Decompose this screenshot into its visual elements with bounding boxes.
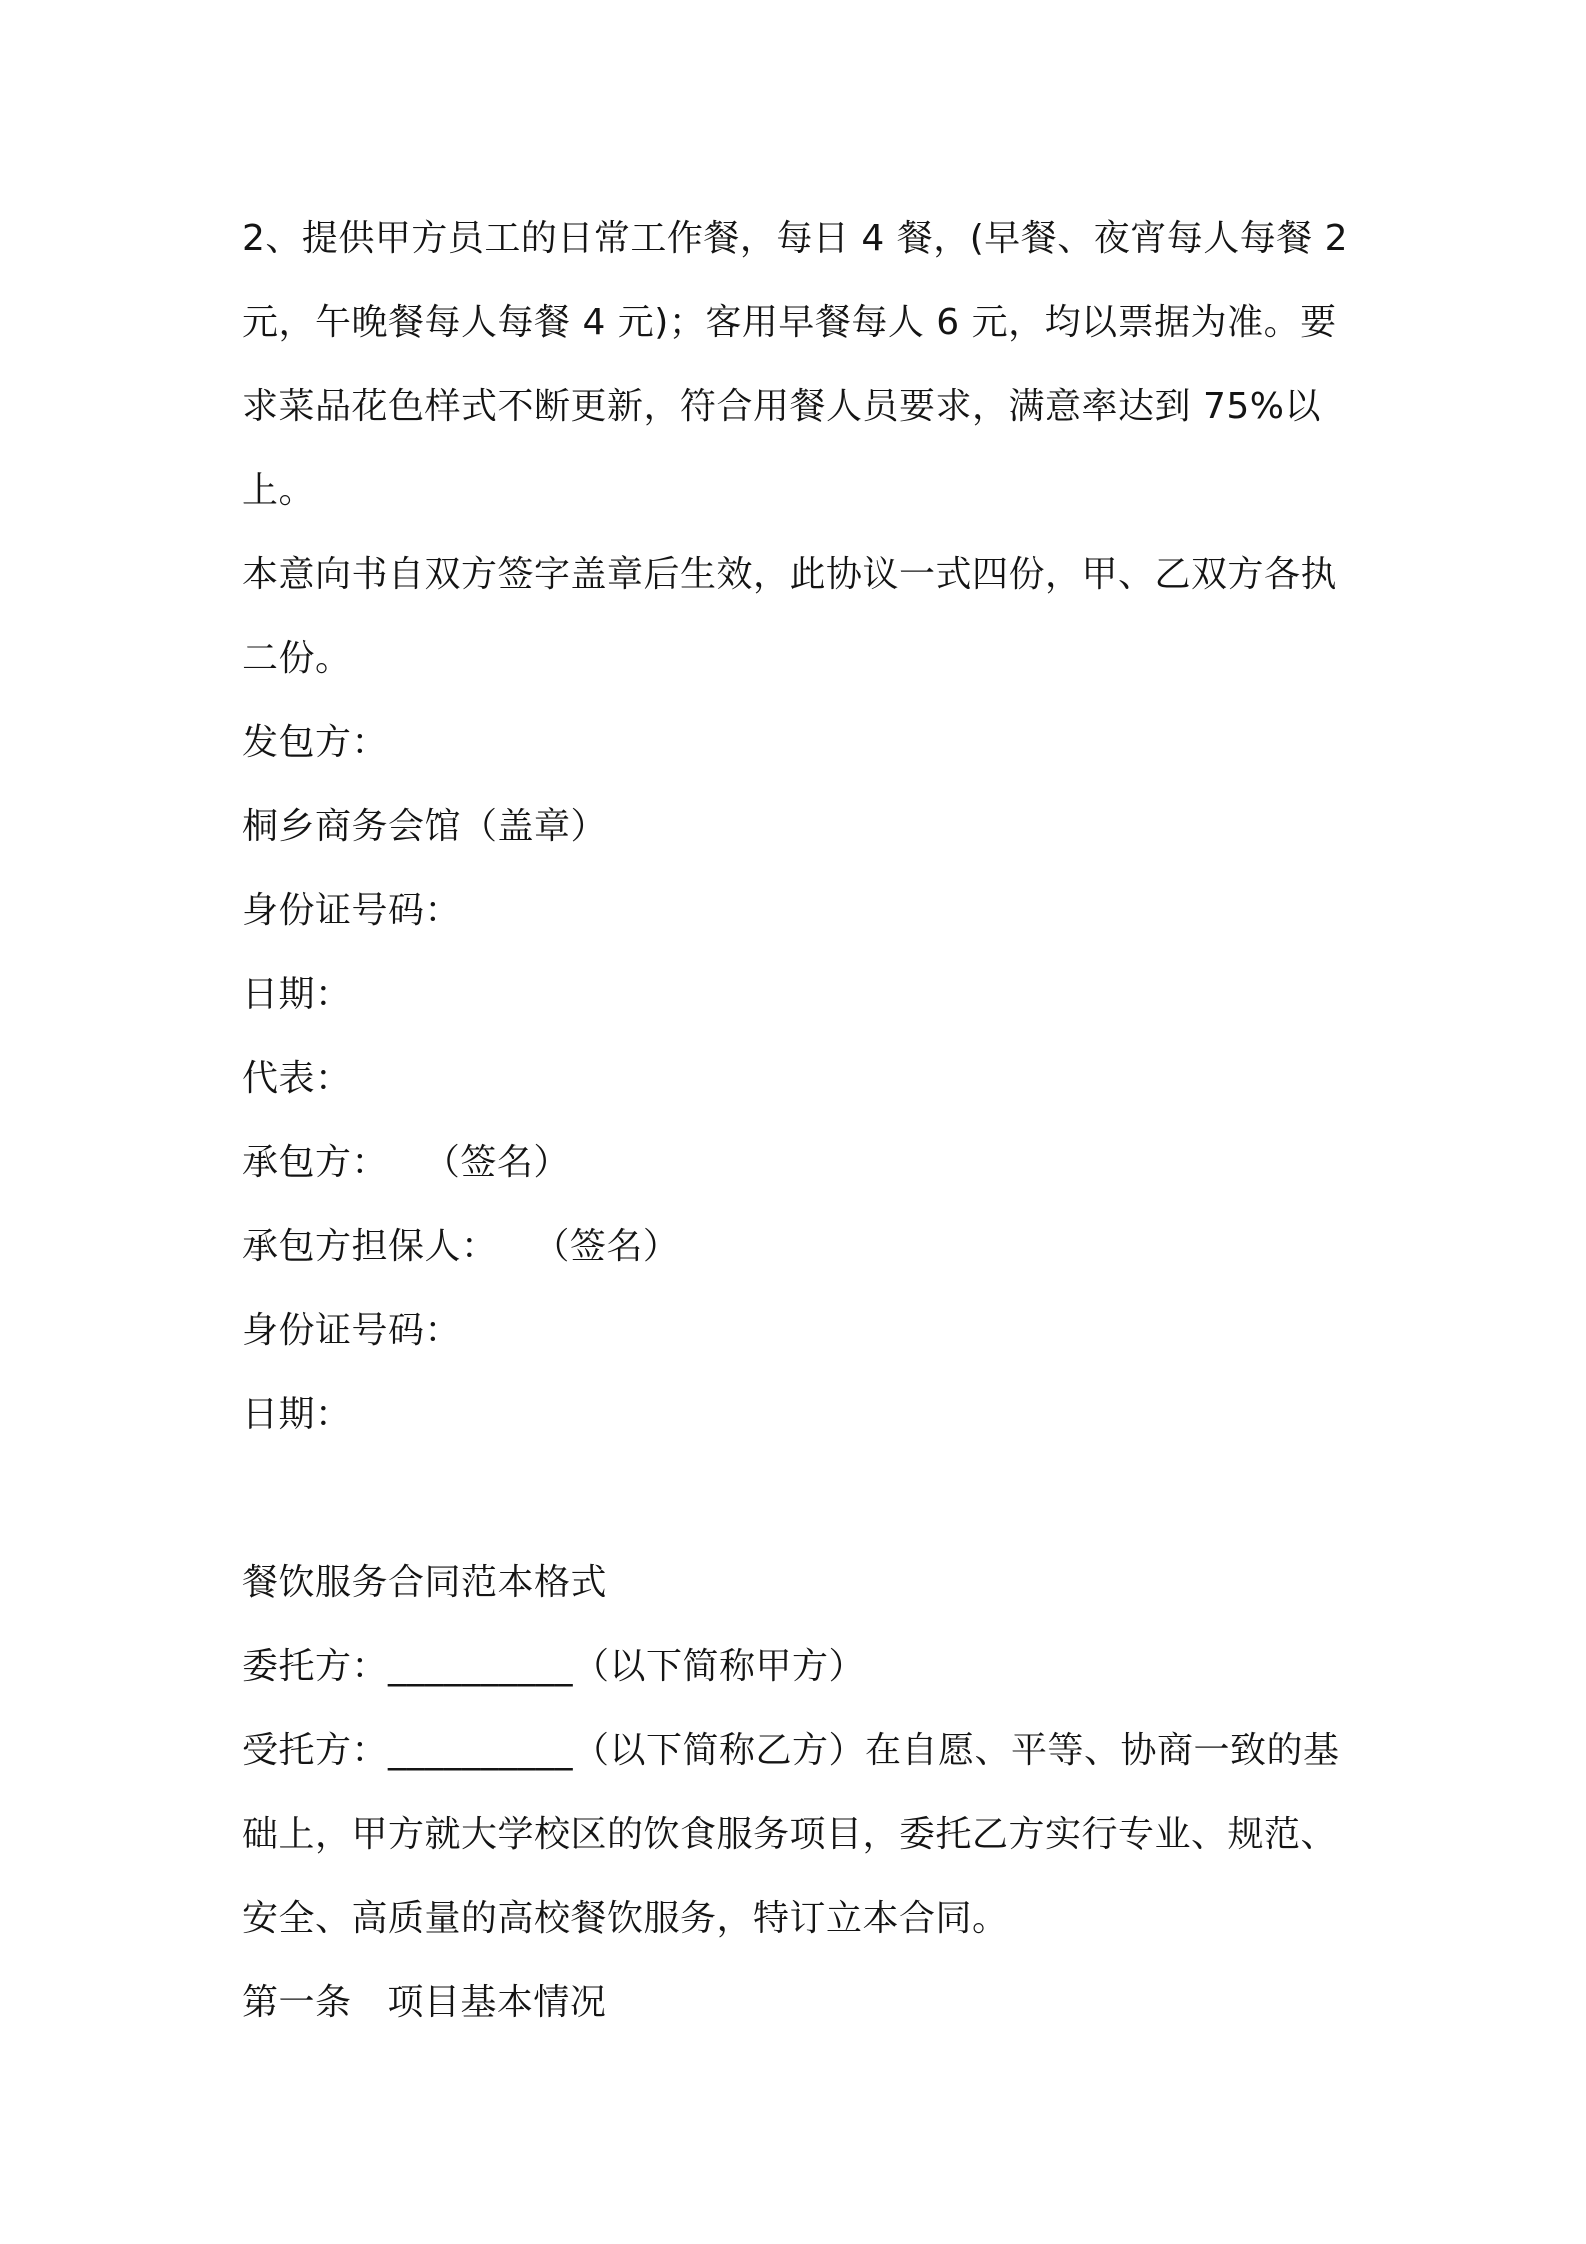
date-field-2: 日期：	[242, 1394, 352, 1435]
effect-paragraph-line-2: 二份。	[242, 638, 352, 679]
trustee-line-1: 受托方：__________（以下简称乙方）在自愿、平等、协商一致的基	[242, 1730, 1340, 1771]
article-one-heading: 第一条 项目基本情况	[242, 1982, 607, 2023]
date-field-1: 日期：	[242, 974, 352, 1015]
meal-paragraph-line-1: 2、提供甲方员工的日常工作餐，每日 4 餐，(早餐、夜宵每人每餐 2	[242, 218, 1349, 259]
guarantor-field: 承包方担保人： （签名）	[242, 1226, 680, 1267]
document-body	[242, 197, 1352, 2045]
meal-paragraph-line-3: 求菜品花色样式不断更新，符合用餐人员要求，满意率达到 75%以	[242, 386, 1321, 427]
trustee-line-3: 安全、高质量的高校餐饮服务，特订立本合同。	[242, 1898, 1009, 1939]
contractor-name: 桐乡商务会馆（盖章）	[242, 806, 608, 847]
meal-paragraph-line-2: 元，午晚餐每人每餐 4 元)；客用早餐每人 6 元，均以票据为准。要	[242, 302, 1337, 343]
contractee-field: 承包方： （签名）	[242, 1142, 570, 1183]
representative-field: 代表：	[242, 1058, 352, 1099]
effect-paragraph-line-1: 本意向书自双方签字盖章后生效，此协议一式四份，甲、乙双方各执	[242, 554, 1338, 595]
section-title: 餐饮服务合同范本格式	[242, 1562, 608, 1603]
contractor-label: 发包方：	[242, 722, 389, 763]
id-number-field-1: 身份证号码：	[242, 890, 462, 931]
blank-line	[242, 1457, 1352, 1541]
trustee-line-2: 础上，甲方就大学校区的饮食服务项目，委托乙方实行专业、规范、	[242, 1814, 1338, 1855]
id-number-field-2: 身份证号码：	[242, 1310, 462, 1351]
client-line: 委托方：__________（以下简称甲方）	[242, 1646, 866, 1687]
meal-paragraph-line-4: 上。	[242, 470, 316, 511]
